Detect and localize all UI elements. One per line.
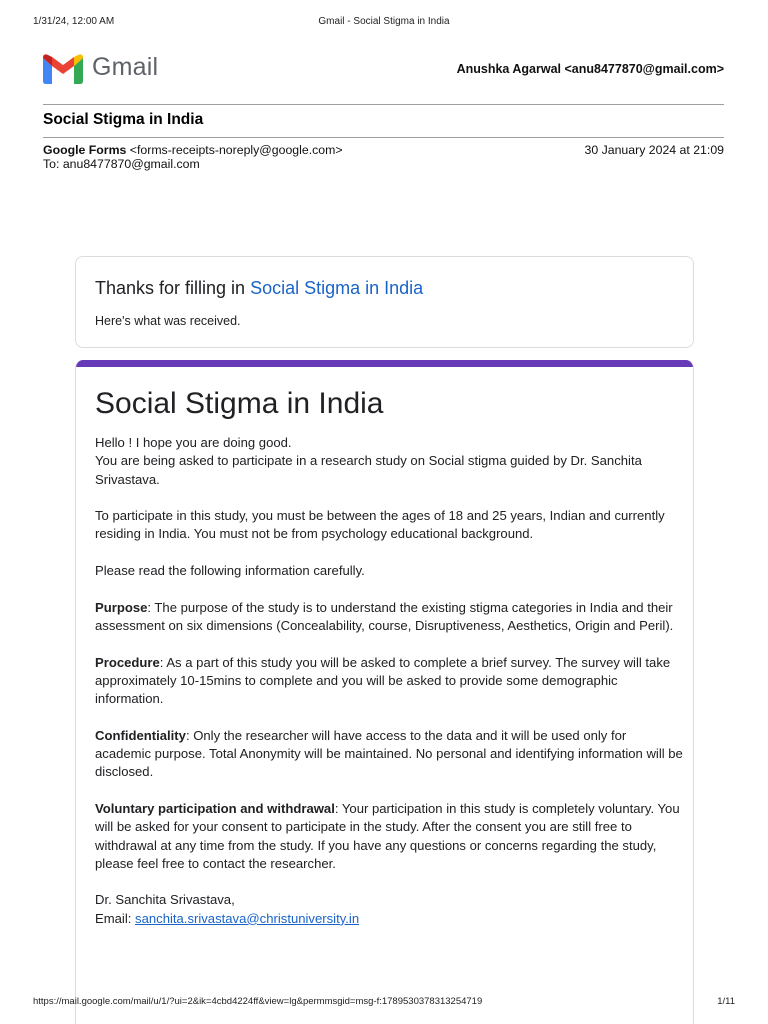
confidentiality-label: Confidentiality	[95, 727, 186, 743]
print-url: https://mail.google.com/mail/u/1/?ui=2&ik=4cbd4224ff&view=lg&permmsgid=msg-f:1789530378313254719	[33, 996, 483, 1007]
confidentiality-paragraph	[95, 727, 683, 782]
gmail-m-icon	[43, 54, 83, 84]
sender-name: Google Forms	[43, 143, 127, 157]
print-datetime: 1/31/24, 12:00 AM	[33, 16, 115, 27]
thanks-subtitle: Here's what was received.	[95, 314, 241, 328]
procedure-paragraph	[95, 654, 683, 709]
purpose-label: Purpose	[95, 599, 148, 615]
sender-email: <forms-receipts-noreply@google.com>	[129, 143, 343, 157]
eligibility-paragraph: To participate in this study, you must be between the ages of 18 and 25 years, Indian and currently residing in India. You must not be from psychology educational background.	[95, 508, 665, 542]
from-line	[43, 143, 343, 157]
signature-name: Dr. Sanchita Srivastava,	[95, 892, 235, 908]
form-accent-bar	[76, 360, 693, 367]
divider	[43, 137, 724, 138]
confidentiality-text: : Only the researcher will have access to the data and it will be used only for academic purpose. Total Anonymity will be maintained. No personal and identifying information will be disclosed.	[95, 727, 683, 780]
divider	[43, 104, 724, 105]
print-footer	[33, 996, 735, 1010]
recipient-line: To: anu8477870@gmail.com	[43, 157, 200, 171]
intro-line: You are being asked to participate in a research study on Social stigma guided by Dr. Sanchita Srivastava.	[95, 453, 642, 487]
form-response-card	[75, 360, 694, 1024]
thanks-prefix: Thanks for filling in	[95, 278, 251, 298]
signature-block	[95, 891, 683, 928]
form-description	[95, 434, 683, 946]
voluntary-label: Voluntary participation and withdrawal	[95, 800, 335, 816]
procedure-text: : As a part of this study you will be asked to complete a brief survey. The survey will take approximately 10-15mins to complete and you will be asked to provide some demographic information.	[95, 654, 671, 707]
intro-paragraph	[95, 434, 683, 489]
email-label: Email:	[95, 910, 136, 926]
intro-line: Hello ! I hope you are doing good.	[95, 435, 292, 450]
procedure-label: Procedure	[95, 654, 160, 670]
form-title: Social Stigma in India	[95, 387, 384, 420]
form-link[interactable]: Social Stigma in India	[250, 278, 424, 298]
researcher-email-link[interactable]: sanchita.srivastava@christuniversity.in	[135, 910, 360, 926]
message-subject: Social Stigma in India	[43, 111, 204, 128]
thanks-card	[75, 256, 694, 348]
read-notice: Please read the following information carefully.	[95, 563, 365, 579]
voluntary-paragraph	[95, 800, 683, 873]
purpose-text: : The purpose of the study is to understand the existing stigma categories in India and their assessment on six dimensions (Concealability, course, Disruptiveness, Aesthetics, Origin and Peril).	[95, 599, 674, 633]
purpose-paragraph	[95, 599, 683, 636]
print-page-title: Gmail - Social Stigma in India	[318, 16, 450, 27]
print-page-number: 1/11	[717, 996, 735, 1007]
voluntary-text: : Your participation in this study is completely voluntary. You will be asked for your consent to participate in the study. After the consent you are still free to withdrawal at any time from the study. If you have any questions or concerns regarding the study, please feel free to contact the researcher.	[95, 800, 680, 871]
thanks-title	[95, 278, 423, 299]
message-date: 30 January 2024 at 21:09	[584, 143, 724, 157]
header-row	[43, 52, 724, 88]
gmail-wordmark: Gmail	[92, 53, 159, 81]
account-label: Anushka Agarwal <anu8477870@gmail.com>	[456, 62, 724, 76]
print-header	[33, 16, 735, 30]
